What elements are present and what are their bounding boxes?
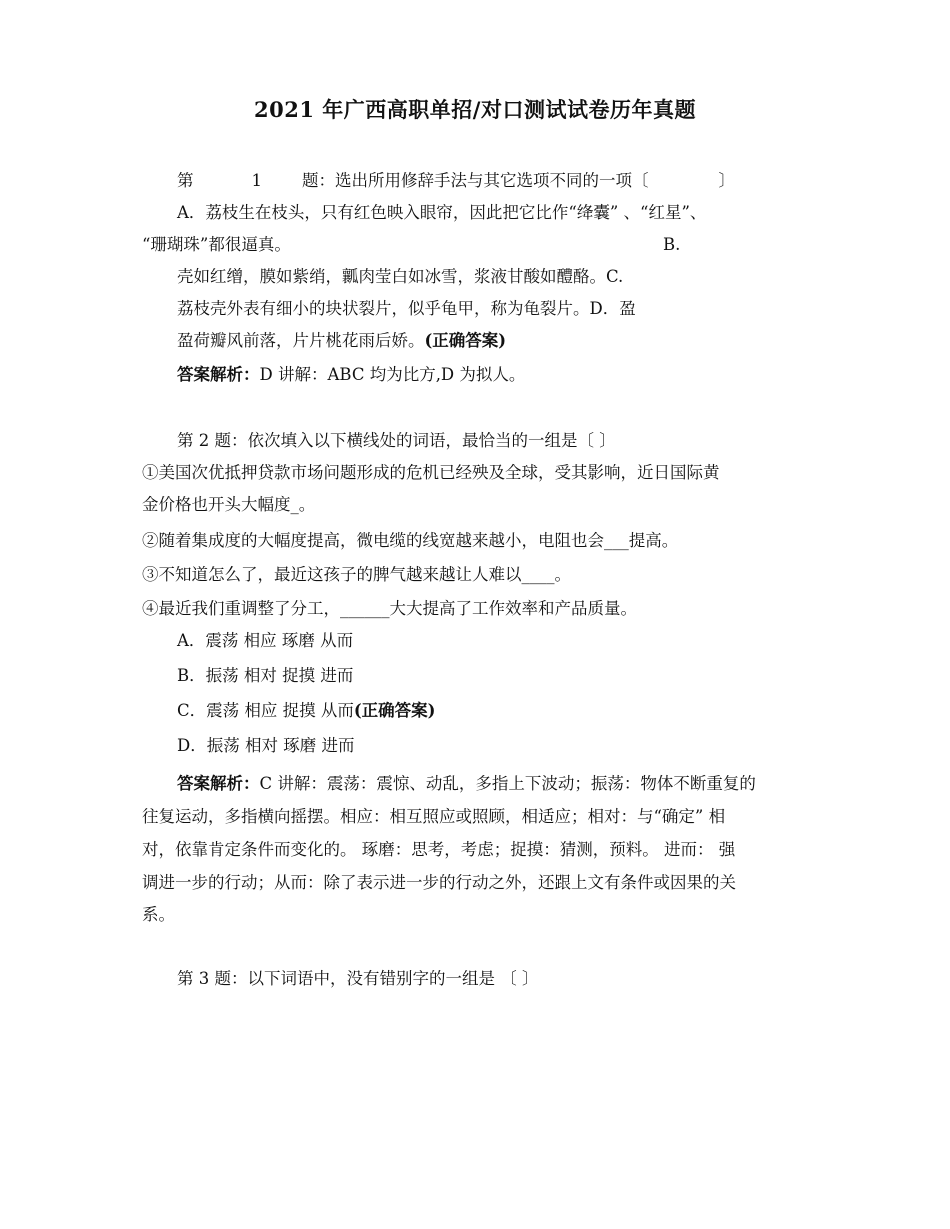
q2-option-b: B．振荡 相对 捉摸 进而 (177, 666, 354, 685)
q1-option-c-text: 荔枝壳外表有细小的块状裂片，似乎龟甲，称为龟裂片。D．盈 (177, 299, 636, 318)
q1-stem (177, 170, 735, 192)
q1-stem-text: 题：选出所用修辞手法与其它选项不同的一项〔 (302, 171, 649, 190)
q1-option-a-line2: “珊瑚珠”都很逼真。 (142, 235, 291, 254)
q3-stem: 第 3 题：以下词语中，没有错别字的一组是 〔 〕 (177, 969, 539, 988)
q2-sentence-2: ②随着集成度的大幅度提高，微电缆的线宽越来越小，电阻也会___提高。 (142, 531, 679, 550)
document-title: 2021 年广西高职单招/对口测试试卷历年真题 (254, 97, 696, 122)
q1-analysis (177, 364, 525, 386)
q2-analysis-text-1: C 讲解：震荡：震惊、动乱，多指上下波动；振荡：物体不断重复的 (259, 774, 756, 793)
q1-number: 1 (251, 171, 262, 190)
q2-analysis-line2: 往复运动，多指横向摇摆。相应：相互照应或照顾，相适应；相对：与“确定” 相 (142, 807, 726, 826)
q1-option-a-line1: A．荔枝生在枝头，只有红色映入眼帘，因此把它比作“绛囊” 、“红星”、 (177, 203, 707, 222)
q2-option-c-text: C．震荡 相应 捉摸 从而 (177, 701, 354, 720)
q2-option-a: A．震荡 相应 琢磨 从而 (177, 631, 354, 650)
q1-option-b-text: 壳如红缯，膜如紫绡，瓤肉莹白如冰雪，浆液甘酸如醴酪。C. (177, 267, 624, 286)
q2-option-c (177, 700, 435, 722)
q2-analysis-line4: 调进一步的行动；从而：除了表示进一步的行动之外，还跟上文有条件或因果的关 (142, 873, 736, 892)
q1-bracket-end: 〕 (718, 171, 735, 190)
q2-stem: 第 2 题：依次填入以下横线处的词语，最恰当的一组是〔 〕 (177, 431, 616, 450)
q1-analysis-label: 答案解析： (177, 365, 260, 384)
q2-sentence-1-line1: ①美国次优抵押贷款市场问题形成的危机已经殃及全球，受其影响，近日国际黄 (142, 463, 720, 482)
q2-analysis-line5: 系。 (142, 905, 175, 924)
q1-analysis-text: D 讲解：ABC 均为比方,D 为拟人。 (259, 365, 526, 384)
q1-option-d-text (177, 330, 506, 352)
q2-sentence-1-line2: 金价格也开头大幅度_。 (142, 495, 316, 514)
q2-correct-tag: (正确答案) (353, 701, 436, 720)
q1-option-d-content: 盈荷瓣风前落，片片桃花雨后娇。 (177, 331, 425, 350)
q2-option-d: D．振荡 相对 琢磨 进而 (177, 736, 355, 755)
q1-label: 第 (177, 171, 194, 190)
q2-analysis-label: 答案解析： (177, 774, 260, 793)
q1-correct-tag: (正确答案) (424, 331, 507, 350)
q2-analysis-line1 (177, 773, 756, 795)
q1-option-b-label: B. (663, 235, 681, 254)
q2-sentence-4: ④最近我们重调整了分工，______大大提高了工作效率和产品质量。 (142, 599, 637, 618)
q2-sentence-3: ③不知道怎么了，最近这孩子的脾气越来越让人难以____。 (142, 565, 571, 584)
q2-analysis-line3: 对，依靠肯定条件而变化的。 琢磨：思考，考虑；捉摸：猜测，预料。 进而： 强 (142, 840, 736, 859)
